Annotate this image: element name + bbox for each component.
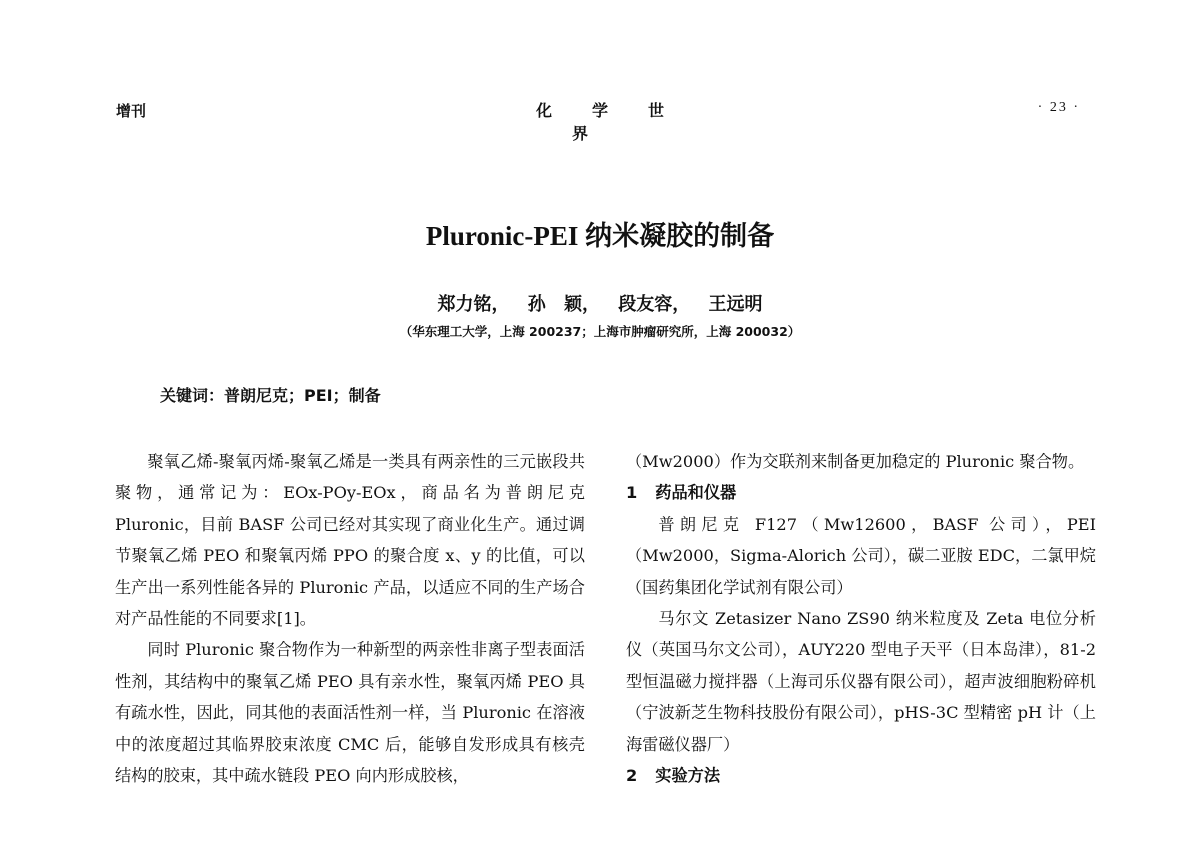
- running-header-page-number: · 23 ·: [1037, 100, 1080, 115]
- paragraph-reagents: 普朗尼克 F127（Mw12600，BASF 公司），PEI（Mw2000，Sigma-Alorich 公司），碳二亚胺 EDC，二氯甲烷（国药集团化学试剂有限公司）: [626, 514, 1096, 597]
- left-column: [115, 446, 585, 791]
- section-heading-methods: [626, 760, 1096, 791]
- section-heading-materials: [626, 477, 1096, 508]
- section-number: 2: [626, 766, 638, 786]
- section-title: 实验方法: [655, 766, 721, 786]
- paragraph-continued: （Mw2000）作为交联剂来制备更加稳定的 Pluronic 聚合物。: [626, 452, 1085, 471]
- article-title: Pluronic-PEI 纳米凝胶的制备: [425, 221, 775, 251]
- section-number: 1: [626, 483, 638, 503]
- running-header-journal: 化学世界: [535, 101, 704, 143]
- right-column: [626, 446, 1096, 791]
- paragraph-instruments: 马尔文 Zetasizer Nano ZS90 纳米粒度及 Zeta 电位分析仪（英国马尔文公司），AUY220 型电子天平（日本岛津），81-2 型恒温磁力搅拌器（上海司乐仪器有限公司），超声波细胞粉碎机（宁波新芝生物科技股份有限公司），pHS-3C 型精密 pH 计（上海雷磁仪器厂）: [626, 609, 1096, 754]
- affiliation: （华东理工大学，上海 200237；上海市肿瘤研究所，上海 200032）: [399, 324, 801, 339]
- authors: 郑力铭， 孙 颖， 段友容， 王远明: [437, 294, 763, 315]
- section-title: 药品和仪器: [655, 483, 737, 503]
- paragraph-surfactant: 同时 Pluronic 聚合物作为一种新型的两亲性非离子型表面活性剂，其结构中的聚氧乙烯 PEO 具有亲水性，聚氧丙烯 PEO 具有疏水性，因此，同其他的表面活性剂一样，当 Pluronic 在溶液中的浓度超过其临界胶束浓度 CMC 后，能够自发形成具有核壳结构的胶束，其中疏水链段 PEO 向内形成胶核，: [115, 640, 585, 786]
- running-header-left: 增刊: [116, 102, 147, 120]
- keywords: 关键词：普朗尼克；PEI；制备: [160, 386, 381, 405]
- paragraph-intro: 聚氧乙烯-聚氧丙烯-聚氧乙烯是一类具有两亲性的三元嵌段共聚物，通常记为：EOx-POy-EOx，商品名为普朗尼克 Pluronic，目前 BASF 公司已经对其实现了商业化生产。通过调节聚氧乙烯 PEO 和聚氧丙烯 PPO 的聚合度 x、y 的比值，可以生产出一系列性能各异的 Pluronic 产品，以适应不同的生产场合对产品性能的不同要求[1]。: [115, 452, 585, 629]
